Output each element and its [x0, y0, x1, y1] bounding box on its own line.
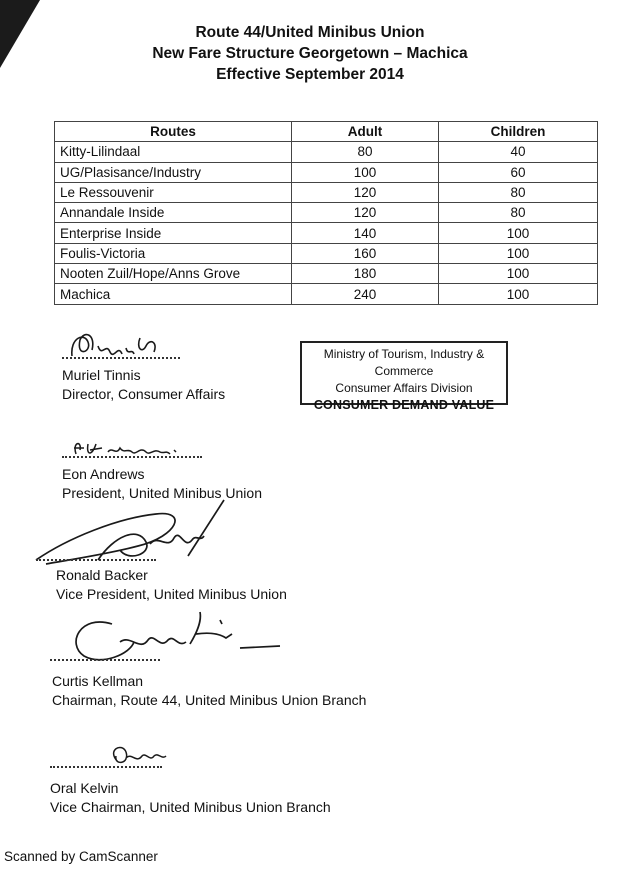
- table-row: [55, 264, 598, 284]
- column-header-children: Children: [439, 122, 598, 142]
- children-fare-cell: 100: [439, 243, 598, 263]
- stamp-line-3: CONSUMER DEMAND VALUE: [313, 398, 495, 412]
- route-cell: Machica: [55, 284, 292, 304]
- children-fare-cell: 40: [439, 142, 598, 162]
- table-row: [55, 203, 598, 223]
- column-header-routes: Routes: [55, 122, 292, 142]
- signature-line-2: [62, 456, 202, 458]
- route-cell: Kitty-Lilindaal: [55, 142, 292, 162]
- signatory-name: Curtis Kellman: [52, 673, 144, 689]
- table-row: [55, 162, 598, 182]
- adult-fare-cell: 120: [292, 203, 439, 223]
- route-cell: UG/Plasisance/Industry: [55, 162, 292, 182]
- header-line-3: Effective September 2014: [216, 66, 404, 83]
- signatory-title: Vice President, United Minibus Union: [56, 586, 287, 602]
- signatory-name: Ronald Backer: [56, 567, 148, 583]
- table-row: [55, 284, 598, 304]
- table-row: [55, 182, 598, 202]
- signatory-title: Director, Consumer Affairs: [62, 386, 226, 402]
- stamp-line-1: Ministry of Tourism, Industry & Commerce: [323, 347, 485, 378]
- route-cell: Annandale Inside: [55, 203, 292, 223]
- route-cell: Foulis-Victoria: [55, 243, 292, 263]
- header-line-2: New Fare Structure Georgetown – Machica: [152, 45, 468, 62]
- stamp-line-2: Consumer Affairs Division: [335, 381, 473, 395]
- header-line-1: Route 44/United Minibus Union: [195, 24, 425, 41]
- adult-fare-cell: 80: [292, 142, 439, 162]
- signatory-ronald-backer: [56, 566, 287, 604]
- children-fare-cell: 100: [439, 264, 598, 284]
- scanner-watermark: Scanned by CamScanner: [4, 849, 158, 864]
- signatory-title: President, United Minibus Union: [62, 485, 262, 501]
- route-cell: Nooten Zuil/Hope/Anns Grove: [55, 264, 292, 284]
- signatory-title: Vice Chairman, United Minibus Union Branch: [50, 799, 331, 815]
- adult-fare-cell: 140: [292, 223, 439, 243]
- children-fare-cell: 100: [439, 284, 598, 304]
- children-fare-cell: 80: [439, 203, 598, 223]
- signatory-name: Muriel Tinnis: [62, 367, 141, 383]
- table-row: [55, 243, 598, 263]
- children-fare-cell: 80: [439, 182, 598, 202]
- signature-line-3: [36, 559, 156, 561]
- signatory-curtis-kellman: [52, 672, 366, 710]
- consumer-affairs-stamp: [300, 341, 508, 412]
- route-cell: Le Ressouvenir: [55, 182, 292, 202]
- signatory-name: Oral Kelvin: [50, 780, 119, 796]
- column-header-adult: Adult: [292, 122, 439, 142]
- adult-fare-cell: 240: [292, 284, 439, 304]
- signature-line-5: [50, 766, 162, 768]
- signature-line-1: [62, 357, 180, 359]
- adult-fare-cell: 100: [292, 162, 439, 182]
- signature-line-4: [50, 659, 160, 661]
- document-header: [0, 22, 620, 85]
- signatory-oral-kelvin: [50, 779, 331, 817]
- signatory-name: Eon Andrews: [62, 466, 145, 482]
- signatory-muriel-tinnis: [62, 366, 225, 404]
- adult-fare-cell: 160: [292, 243, 439, 263]
- children-fare-cell: 100: [439, 223, 598, 243]
- table-row: [55, 223, 598, 243]
- signatory-title: Chairman, Route 44, United Minibus Union Branch: [52, 692, 367, 708]
- route-cell: Enterprise Inside: [55, 223, 292, 243]
- adult-fare-cell: 120: [292, 182, 439, 202]
- table-row: [55, 142, 598, 162]
- table-header-row: [55, 122, 598, 142]
- children-fare-cell: 60: [439, 162, 598, 182]
- adult-fare-cell: 180: [292, 264, 439, 284]
- fare-table: [54, 121, 598, 305]
